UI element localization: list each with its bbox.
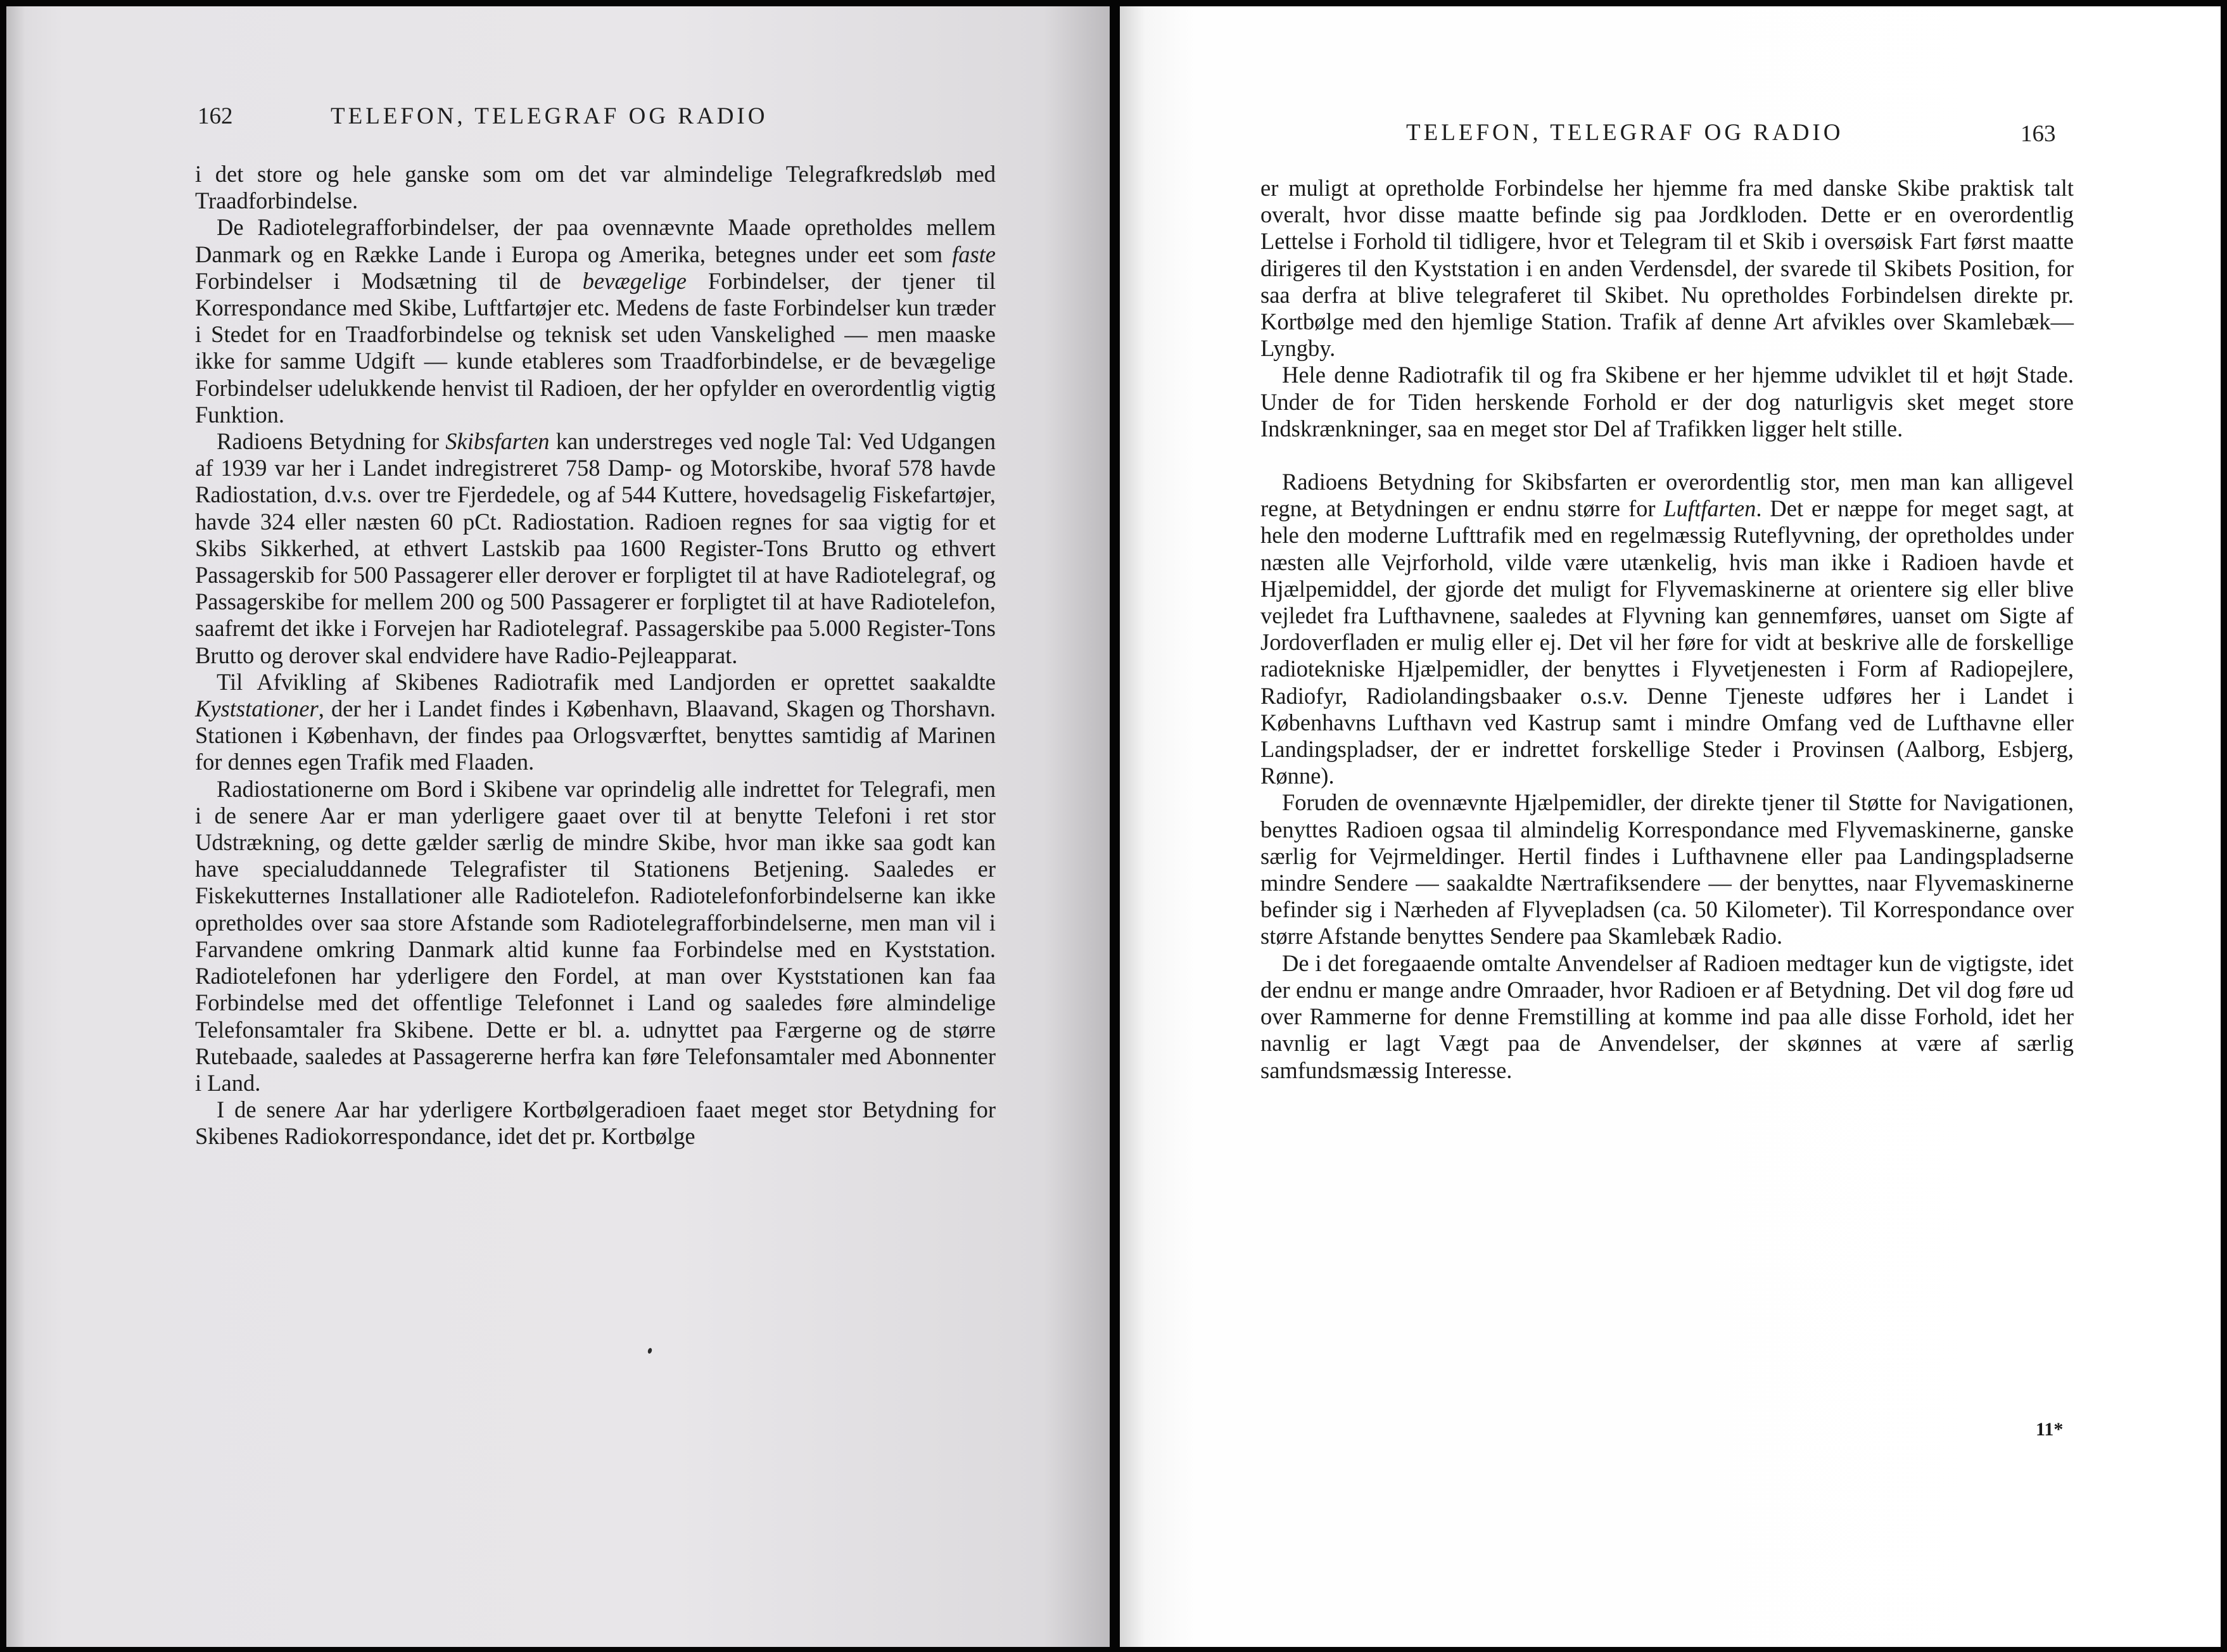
- paragraph: [1260, 362, 2074, 442]
- emphasis-text: bevægelige: [582, 267, 687, 294]
- paragraph-text: Til Afvikling af Skibenes Radiotrafik med Landjorden er oprettet saakaldte: [217, 668, 996, 695]
- paragraph-text: Radiostationerne om Bord i Skibene var oprindelig alle indrettet for Telegrafi, men i de senere Aar er man yderligere gaaet over til at benytte Telefoni i ret stor Udstrækning, og dette gælder særlig de mindre Skibe, hvor man ikke saa godt kan have specialuddannede Telegrafister til Stationens Betjening. Saaledes er Fiskekutternes Installationer alle Radiotelefon. Radiotelefonforbindelserne kan ikke opretholdes over saa store Afstande som Radiotelegrafforbindelserne, men man vil i Farvandene omkring Danmark altid kunne faa Forbindelse med en Kyststation. Radiotelefonen har yderligere den Fordel, at man over Kyststationen kan faa Forbindelse med det offentlige Telefonnet i Land og saaledes føre almindelige Telefonsamtaler fra Skibene. Dette er bl. a. udnyttet paa Færgerne og de større Rutebaade, saaledes at Passagererne herfra kan føre Telefonsamtaler med Abonnenter i Land.: [195, 775, 996, 1096]
- paragraph: [195, 161, 996, 214]
- paragraph-text: , der her i Landet findes i København, Blaavand, Skagen og Thorshavn. Stationen i København, der findes paa Orlogsværftet, benyttes samtidig af Marinen for dennes egen Trafik med Flaaden.: [195, 696, 996, 775]
- paragraph-text: Forbindelser i Modsætning til de: [195, 267, 583, 294]
- emphasis-text: Skibsfarten: [445, 428, 550, 455]
- paragraph: [195, 669, 996, 776]
- page-body: [1260, 175, 2074, 1084]
- paragraph-text: er muligt at opretholde Forbindelse her hjemme fra med danske Skibe praktisk talt overalt, hvor disse maatte befinde sig paa Jordkloden. Dette er en overordentlig Lettelse i Forhold til tidligere, hvor et Telegram til et Skib i oversøisk Fart først maatte dirigeres til den Kyststation i en anden Verdensdel, der svarede til Skibets Position, for saa derfra at blive telegraferet til Skibet. Nu opretholdes Forbindelsen direkte pr. Kortbølge med den hjemlige Station. Trafik af denne Art afvikles over Skamlebæk—Lyngby.: [1260, 175, 2074, 362]
- paragraph-text: Radioens Betydning for: [217, 428, 446, 455]
- paragraph-text: . Det er næppe for meget sagt, at hele den moderne Lufttrafik med en regelmæssig Ruteflyvning, der opretholdes under næsten alle Vejrforhold, vilde være utænkelig, hvis man ikke i Radioen havde et Hjælpemiddel, der gjorde det muligt for Flyvemaskinerne at orientere sig eller blive vejledet fra Lufthavnene, saaledes at Flyvning kan gennemføres, uanset om Sigte af Jordoverfladen er mulig eller ej. Det vil her føre for vidt at beskrive alle de forskellige radiotekniske Hjælpemidler, der benyttes i Flyvetjenesten i Form af Radiopejlere, Radiofyr, Radiolandingsbaaker o.s.v. Denne Tjeneste udføres her i Landet i Københavns Lufthavn ved Kastrup samt i mindre Omfang ved de Lufthavne eller Landingspladser, der er indrettet forskellige Steder i Provinsen (Aalborg, Esbjerg, Rønne).: [1260, 495, 2074, 789]
- paragraph-text: Hele denne Radiotrafik til og fra Skibene er her hjemme udviklet til et højt Stade. Under de for Tiden herskende Forhold er der dog naturligvis sket meget store Indskrænkninger, saa en meget stor Del af Trafikken ligger helt stille.: [1260, 362, 2074, 442]
- paragraph-text: I de senere Aar har yderligere Kortbølgeradioen faaet meget stor Betydning for Skibenes Radiokorrespondance, idet det pr. Kortbølge: [195, 1096, 996, 1150]
- paragraph: [195, 1096, 996, 1150]
- paragraph-text: kan understreges ved nogle Tal: Ved Udgangen af 1939 var her i Landet indregistreret 758 Damp- og Motorskibe, hvoraf 578 havde Radiostation, d.v.s. over tre Fjerdedele, og af 544 Kuttere, hovedsagelig Fiskefartøjer, havde 324 eller næsten 60 pCt. Radiostation. Radioen regnes for saa vigtig for et Skibs Sikkerhed, at ethvert Lastskib paa 1600 Register-Tons Brutto og ethvert Passagerskib for 500 Passagerer eller derover er forpligtet til at have Radiotelegraf, og Passagerskibe for mellem 200 og 500 Passagerer er forpligtet til at have Radiotelefon, saafremt det ikke i Forvejen har Radiotelegraf. Passagerskibe paa 5.000 Register-Tons Brutto og derover skal endvidere have Radio-Pejleapparat.: [195, 428, 996, 668]
- paragraph-text: Radioens Betydning for Skibsfarten er overordentlig stor, men man kan alligevel regne, at Betydningen er endnu større for: [1260, 469, 2074, 522]
- right-book-page: [1120, 6, 2221, 1647]
- signature-mark: 11*: [2036, 1419, 2064, 1440]
- paragraph-text: De i det foregaaende omtalte Anvendelser af Radioen medtager kun de vigtigste, idet der endnu er mange andre Omraader, hvor Radioen er af Betydning. Det vil dog føre ud over Rammerne for denne Fremstilling at komme ind paa alle disse Forhold, idet her navnlig er lagt Vægt paa de Anvendelser, der skønnes at være af særlig samfundsmæssig Interesse.: [1260, 950, 2074, 1083]
- running-head: TELEFON, TELEGRAF OG RADIO: [331, 103, 768, 129]
- ink-speck: [647, 1347, 653, 1354]
- paragraph-text: Foruden de ovennævnte Hjælpemidler, der direkte tjener til Støtte for Navigationen, benyttes Radioen ogsaa til almindelig Korrespondance med Flyvemaskinerne, ganske særlig for Vejrmeldinger. Hertil findes i Lufthavnene eller paa Landingspladserne mindre Sendere — saakaldte Nærtrafiksendere — der benyttes, naar Flyvemaskinerne befinder sig i Nærheden af Flyvepladsen (ca. 50 Kilometer). Til Korrespondance over større Afstande benyttes Sendere paa Skamlebæk Radio.: [1260, 789, 2074, 950]
- left-book-page: [6, 6, 1110, 1647]
- emphasis-text: faste: [952, 241, 996, 267]
- emphasis-text: Kyststationer: [195, 696, 319, 722]
- paragraph: [195, 214, 996, 428]
- page-body: [195, 161, 996, 1150]
- paragraph: [1260, 175, 2074, 362]
- paragraph: [195, 428, 996, 669]
- paragraph-text: Forbindelser, der tjener til Korrespondance med Skibe, Luftfartøjer etc. Medens de faste Forbindelser kun træder i Stedet for en Traadforbindelse og teknisk set uden Vanskelighed — men maaske ikke for samme Udgift — kunde etableres som Traadforbindelse, er de bevægelige Forbindelser udelukkende henvist til Radioen, der her opfylder en overordentlig vigtig Funktion.: [195, 267, 996, 428]
- paragraph: [1260, 789, 2074, 950]
- paragraph: [1260, 950, 2074, 1084]
- running-head: TELEFON, TELEGRAF OG RADIO: [1406, 120, 1844, 146]
- paragraph-text: i det store og hele ganske som om det var almindelige Telegrafkredsløb med Traadforbindelse.: [195, 161, 996, 214]
- emphasis-text: Luftfarten: [1663, 495, 1756, 522]
- paragraph: [195, 776, 996, 1096]
- page-number: 162: [198, 103, 233, 129]
- paragraph-text: De Radiotelegrafforbindelser, der paa ovennævnte Maade opretholdes mellem Danmark og en Række Lande i Europa og Amerika, betegnes under eet som: [195, 214, 996, 267]
- paragraph: [1260, 469, 2074, 789]
- page-number: 163: [2021, 121, 2056, 147]
